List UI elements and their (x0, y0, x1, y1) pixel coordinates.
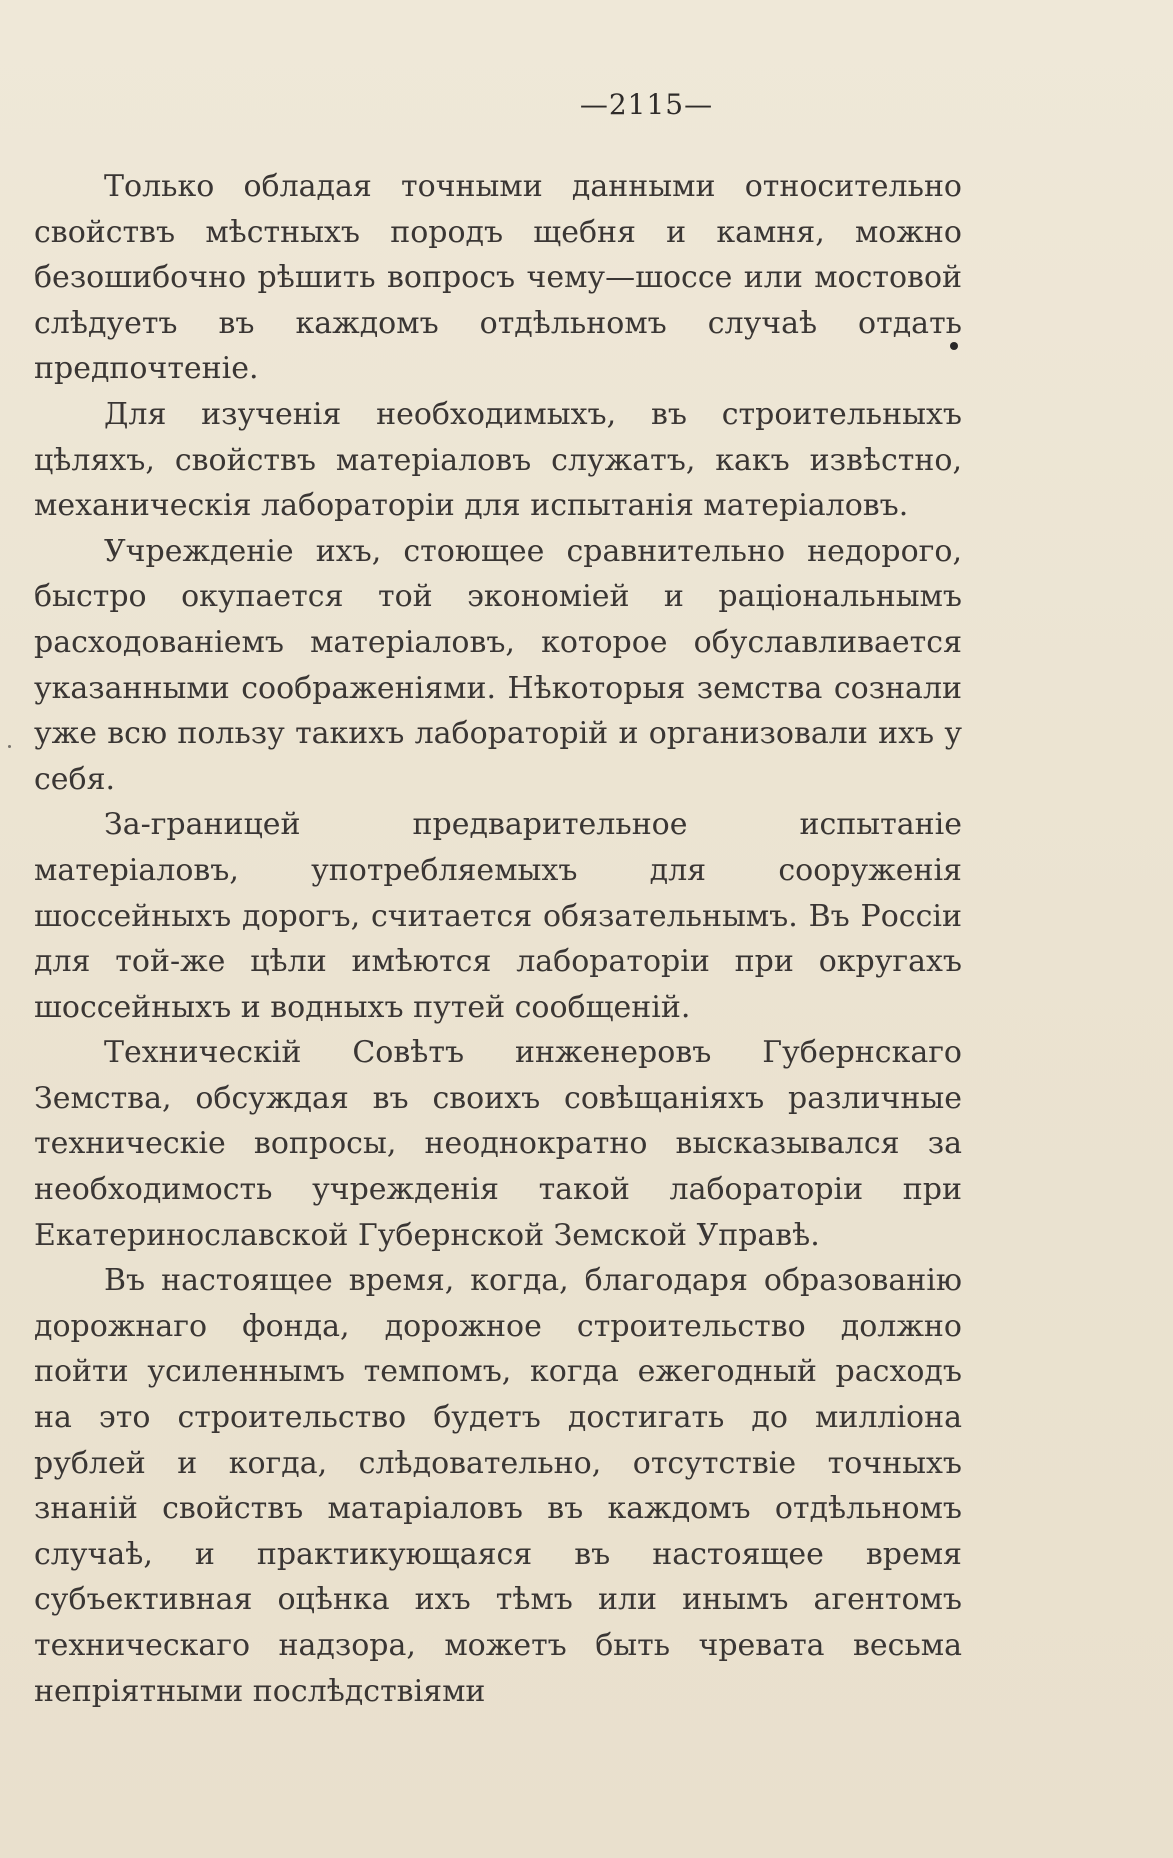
page-number: —2115— (579, 88, 714, 121)
paragraph-3: Учрежденіе ихъ, стоющее сравнительно недорого, быстро окупается той экономіей и раціональнымъ расходованіемъ матеріаловъ, которое обуславливается указанными соображеніями. Нѣкоторыя земства сознали уже всю пользу такихъ лабораторій и организовали ихъ у себя. (34, 533, 962, 797)
page-text (34, 164, 962, 1714)
paragraph-2: Для изученія необходимыхъ, въ строительныхъ цѣляхъ, свойствъ матеріаловъ служатъ, какъ извѣстно, механическія лабораторіи для испытанія матеріаловъ. (34, 396, 962, 524)
paragraph-4: За-границей предварительное испытаніе матеріаловъ, употребляемыхъ для сооруженія шоссейныхъ дорогъ, считается обязательнымъ. Въ Россіи для той-же цѣли имѣются лабораторіи при округахъ шоссейныхъ и водныхъ путей сообщеній. (34, 807, 962, 1025)
paragraph-5: Техническій Совѣтъ инженеровъ Губернскаго Земства, обсуждая въ своихъ совѣщаніяхъ различные техническіе вопросы, неоднократно высказывался за необходимость учрежденія такой лабораторіи при Екатеринославской Губернской Земской Управѣ. (34, 1035, 962, 1253)
ink-spot (950, 342, 958, 350)
ink-spot (8, 745, 11, 748)
paragraph-6: Въ настоящее время, когда, благодаря образованію дорожнаго фонда, дорожное строительство должно пойти усиленнымъ темпомъ, когда ежегодный расходъ на это строительство будетъ достигать до милліона рублей и когда, слѣдовательно, отсутствіе точныхъ знаній свойствъ матаріаловъ въ каждомъ отдѣльномъ случаѣ, и практикующаяся въ настоящее время субъективная оцѣнка ихъ тѣмъ или инымъ агентомъ техническаго надзора, можетъ быть чревата весьма непріятными послѣдствіями (34, 1263, 962, 1709)
paragraph-1: Только обладая точными данными относительно свойствъ мѣстныхъ породъ щебня и камня, можно безошибочно рѣшить вопросъ чему—шоссе или мостовой слѣдуетъ въ каждомъ отдѣльномъ случаѣ отдать предпочтеніе. (34, 169, 962, 387)
